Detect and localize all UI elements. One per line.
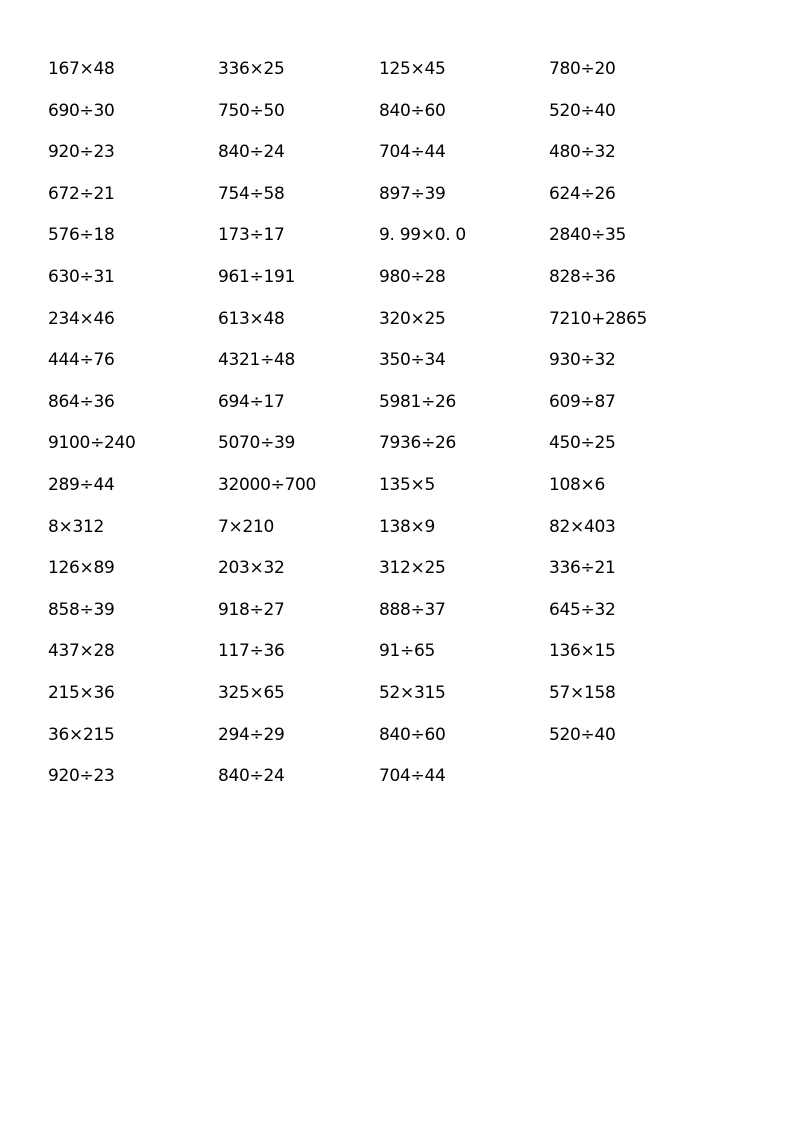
problem-cell: 920÷23	[48, 142, 115, 163]
problem-cell: 520÷40	[549, 724, 616, 745]
problem-cell: 167×48	[48, 59, 115, 79]
problem-cell: 480÷32	[549, 142, 616, 163]
problem-row	[48, 223, 768, 265]
problem-cell: 840÷24	[218, 766, 285, 787]
problem-cell: 336÷21	[549, 558, 616, 579]
problem-cell: 173÷17	[218, 225, 285, 246]
problem-cell: 858÷39	[48, 599, 115, 620]
problem-row	[48, 723, 768, 765]
problem-cell: 32000÷700	[218, 474, 317, 495]
problem-cell: 672÷21	[48, 183, 115, 204]
problem-cell: 7936÷26	[379, 433, 457, 454]
problem-cell: 961÷191	[218, 266, 296, 287]
problem-cell: 840÷60	[379, 724, 446, 745]
problem-cell: 2840÷35	[549, 225, 627, 246]
problem-cell: 4321÷48	[218, 350, 296, 371]
problem-cell: 325×65	[218, 682, 285, 703]
problem-cell: 918÷27	[218, 599, 285, 620]
problem-cell: 294÷29	[218, 724, 285, 745]
problem-cell: 828÷36	[549, 266, 616, 287]
problem-row	[48, 182, 768, 224]
problem-cell: 135×5	[379, 474, 436, 495]
problem-cell: 52×315	[379, 682, 446, 703]
problem-cell: 576÷18	[48, 225, 115, 246]
problem-cell: 754÷58	[218, 183, 285, 204]
problem-cell: 117÷36	[218, 641, 285, 662]
problem-cell: 694÷17	[218, 391, 285, 412]
problem-row	[48, 473, 768, 515]
problem-cell: 864÷36	[48, 391, 115, 412]
problem-cell: 704÷44	[379, 766, 446, 787]
problem-cell: 320×25	[379, 308, 446, 329]
problem-row	[48, 57, 768, 99]
problem-cell: 840÷24	[218, 142, 285, 163]
problem-row	[48, 681, 768, 723]
problem-cell: 125×45	[379, 59, 446, 79]
problem-row	[48, 390, 768, 432]
problem-cell: 888÷37	[379, 599, 446, 620]
problem-cell: 5070÷39	[218, 433, 296, 454]
problem-cell: 336×25	[218, 59, 285, 79]
problem-cell: 350÷34	[379, 350, 446, 371]
problem-cell: 234×46	[48, 308, 115, 329]
problem-cell: 897÷39	[379, 183, 446, 204]
problem-cell: 920÷23	[48, 766, 115, 787]
problem-row	[48, 639, 768, 681]
problem-cell: 840÷60	[379, 100, 446, 121]
problem-row	[48, 515, 768, 557]
problem-cell: 9. 99×0. 0	[379, 225, 466, 246]
problem-cell: 980÷28	[379, 266, 446, 287]
problem-cell: 450÷25	[549, 433, 616, 454]
problem-cell: 82×403	[549, 516, 616, 537]
problem-cell: 444÷76	[48, 350, 115, 371]
problem-cell: 645÷32	[549, 599, 616, 620]
problem-row	[48, 265, 768, 307]
problem-cell: 7210+2865	[549, 308, 648, 329]
problem-cell: 8×312	[48, 516, 105, 537]
problem-cell: 138×9	[379, 516, 436, 537]
problem-row	[48, 348, 768, 390]
problem-cell: 520÷40	[549, 100, 616, 121]
problem-cell: 704÷44	[379, 142, 446, 163]
problem-cell: 136×15	[549, 641, 616, 662]
problem-row	[48, 431, 768, 473]
problem-cell: 437×28	[48, 641, 115, 662]
problem-cell: 9100÷240	[48, 433, 136, 454]
problem-row	[48, 307, 768, 349]
problem-row	[48, 556, 768, 598]
problem-cell: 780÷20	[549, 59, 616, 79]
problem-cell: 613×48	[218, 308, 285, 329]
problem-cell: 609÷87	[549, 391, 616, 412]
problem-cell: 108×6	[549, 474, 606, 495]
problem-cell: 630÷31	[48, 266, 115, 287]
problem-row	[48, 140, 768, 182]
problem-cell: 312×25	[379, 558, 446, 579]
problem-cell: 750÷50	[218, 100, 285, 121]
problem-row	[48, 598, 768, 640]
problem-cell: 930÷32	[549, 350, 616, 371]
problem-row	[48, 99, 768, 141]
problem-cell: 215×36	[48, 682, 115, 703]
problem-row	[48, 764, 768, 806]
problem-cell: 7×210	[218, 516, 275, 537]
problem-cell: 126×89	[48, 558, 115, 579]
problem-cell: 289÷44	[48, 474, 115, 495]
problem-cell: 91÷65	[379, 641, 436, 662]
problem-cell: 203×32	[218, 558, 285, 579]
problem-cell: 5981÷26	[379, 391, 457, 412]
problem-cell: 36×215	[48, 724, 115, 745]
problem-cell: 690÷30	[48, 100, 115, 121]
problem-cell: 57×158	[549, 682, 616, 703]
problem-grid	[48, 57, 768, 806]
problem-cell: 624÷26	[549, 183, 616, 204]
